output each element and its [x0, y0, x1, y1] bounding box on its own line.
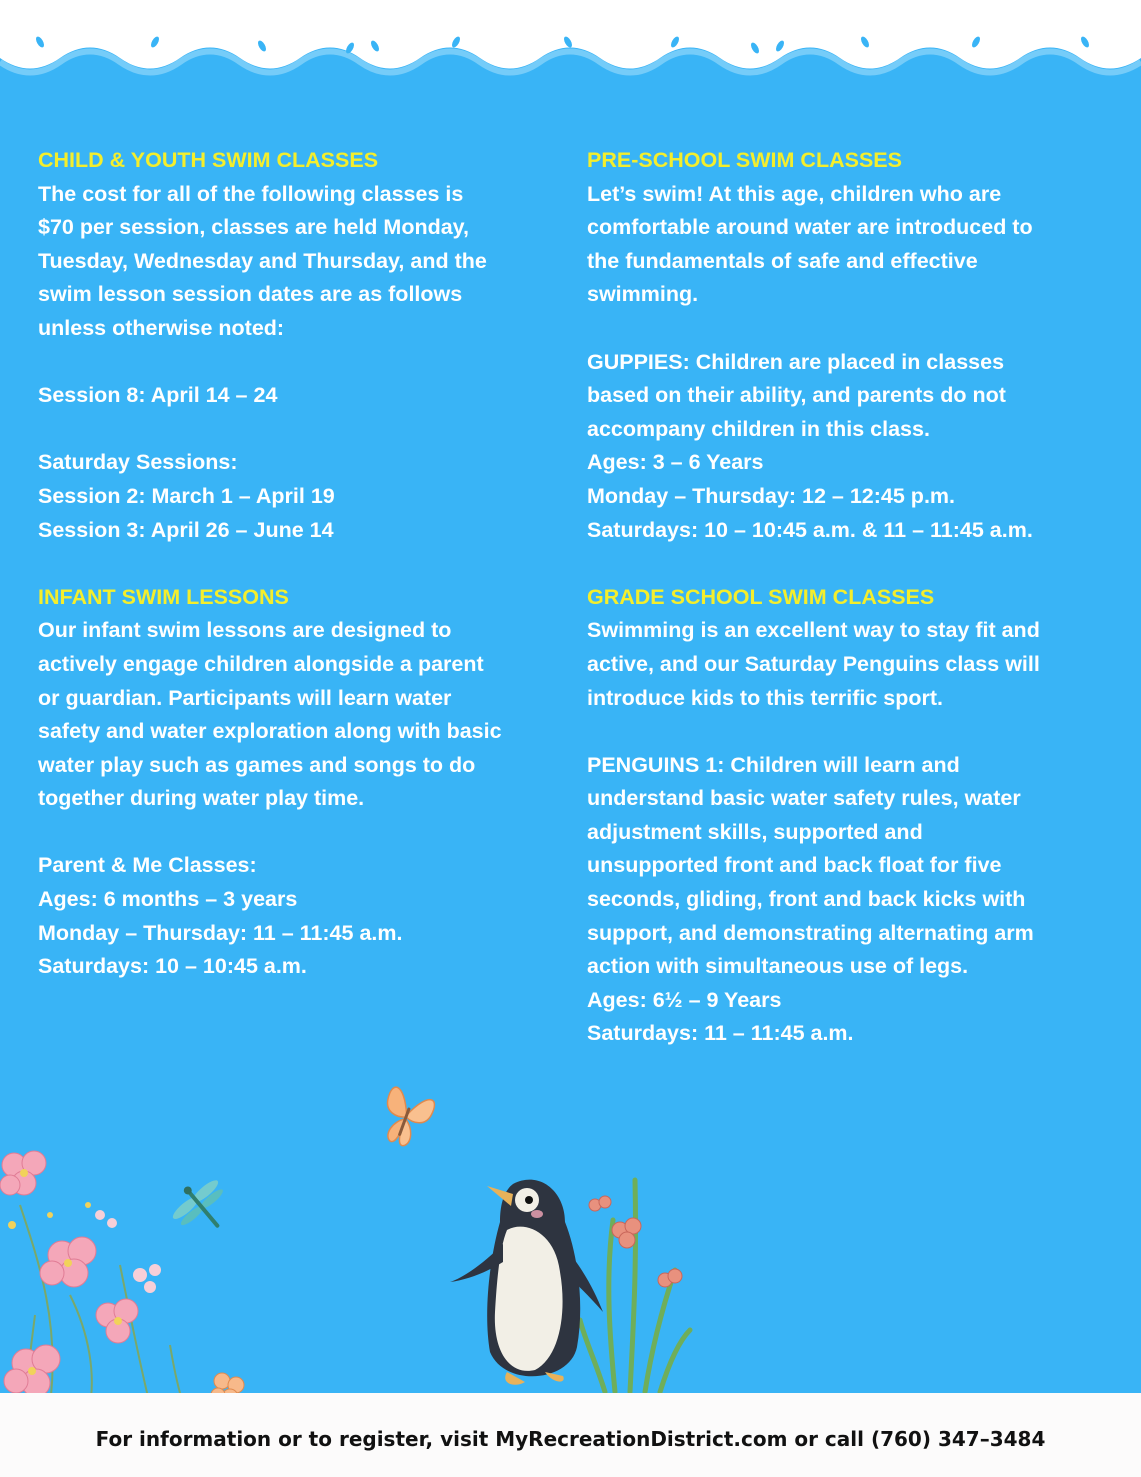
- infant-desc-line: or guardian. Participants will learn water: [38, 685, 452, 710]
- grade-school-section: [587, 581, 1132, 715]
- penguins-section: [587, 749, 1132, 1051]
- saturday-sessions-label: Saturday Sessions:: [38, 450, 238, 475]
- penguins-desc-line: action with simultaneous use of legs.: [587, 954, 969, 979]
- penguin-icon: [445, 1162, 610, 1390]
- infant-desc-line: safety and water exploration along with basic: [38, 719, 502, 744]
- parent-me-label: Parent & Me Classes:: [38, 853, 257, 878]
- session-2-dates: Session 2: March 1 – April 19: [38, 483, 335, 508]
- water-wave-header: [0, 0, 1141, 95]
- child-youth-heading: CHILD & YOUTH SWIM CLASSES: [38, 148, 379, 172]
- footer-contact-text: For information or to register, visit MyRecreationDistrict.com or call (760) 347–3484: [95, 1427, 1046, 1451]
- right-column: [587, 144, 1132, 1051]
- penguins-desc-line: support, and demonstrating alternating arm: [587, 920, 1034, 945]
- grade-school-desc-line: introduce kids to this terrific sport.: [587, 685, 943, 710]
- child-youth-section: [38, 144, 568, 547]
- child-youth-desc-line: swim lesson session dates are as follows: [38, 282, 463, 307]
- guppies-desc-line: accompany children in this class.: [587, 416, 930, 441]
- butterfly-icon: [375, 1075, 437, 1160]
- infant-desc-line: water play such as games and songs to do: [38, 752, 476, 777]
- guppies-desc-line: based on their ability, and parents do not: [587, 383, 1006, 408]
- preschool-section: [587, 144, 1132, 312]
- penguins-desc-line: unsupported front and back float for five: [587, 853, 1002, 878]
- preschool-desc-line: comfortable around water are introduced to: [587, 215, 1033, 240]
- guppies-desc-line: GUPPIES: Children are placed in classes: [587, 349, 1005, 374]
- session-8-dates: Session 8: April 14 – 24: [38, 383, 278, 408]
- left-column: [38, 144, 568, 984]
- preschool-desc-line: swimming.: [587, 282, 699, 307]
- penguins-saturday-time: Saturdays: 11 – 11:45 a.m.: [587, 1021, 854, 1046]
- grade-school-heading: GRADE SCHOOL SWIM CLASSES: [587, 584, 935, 609]
- preschool-heading: PRE-SCHOOL SWIM CLASSES: [587, 148, 902, 172]
- infant-ages: Ages: 6 months – 3 years: [38, 887, 298, 912]
- child-youth-desc-line: $70 per session, classes are held Monday,: [38, 215, 470, 240]
- penguins-ages: Ages: 6½ – 9 Years: [587, 987, 782, 1012]
- penguins-desc-line: adjustment skills, supported and: [587, 819, 923, 844]
- footer-bar: [0, 1393, 1141, 1477]
- penguins-desc-line: PENGUINS 1: Children will learn and: [587, 752, 960, 777]
- infant-heading: INFANT SWIM LESSONS: [38, 584, 289, 609]
- guppies-ages: Ages: 3 – 6 Years: [587, 450, 764, 475]
- child-youth-desc-line: The cost for all of the following classes is: [38, 181, 464, 206]
- infant-weekday-time: Monday – Thursday: 11 – 11:45 a.m.: [38, 920, 403, 945]
- session-3-dates: Session 3: April 26 – June 14: [38, 517, 334, 542]
- wildflowers-left: [0, 1145, 250, 1415]
- preschool-desc-line: the fundamentals of safe and effective: [587, 248, 978, 273]
- penguins-desc-line: seconds, gliding, front and back kicks with: [587, 887, 1026, 912]
- infant-section: [38, 581, 568, 984]
- guppies-saturday-time: Saturdays: 10 – 10:45 a.m. & 11 – 11:45 a.m.: [587, 517, 1033, 542]
- infant-desc-line: together during water play time.: [38, 786, 365, 811]
- guppies-section: [587, 346, 1132, 548]
- guppies-weekday-time: Monday – Thursday: 12 – 12:45 p.m.: [587, 483, 956, 508]
- infant-desc-line: Our infant swim lessons are designed to: [38, 618, 452, 643]
- grade-school-desc-line: Swimming is an excellent way to stay fit and: [587, 618, 1040, 643]
- child-youth-desc-line: Tuesday, Wednesday and Thursday, and the: [38, 248, 487, 273]
- preschool-desc-line: Let’s swim! At this age, children who are: [587, 181, 1002, 206]
- penguins-desc-line: understand basic water safety rules, water: [587, 786, 1021, 811]
- infant-saturday-time: Saturdays: 10 – 10:45 a.m.: [38, 954, 307, 979]
- child-youth-desc-line: unless otherwise noted:: [38, 315, 285, 340]
- infant-desc-line: actively engage children alongside a parent: [38, 651, 484, 676]
- grade-school-desc-line: active, and our Saturday Penguins class will: [587, 651, 1040, 676]
